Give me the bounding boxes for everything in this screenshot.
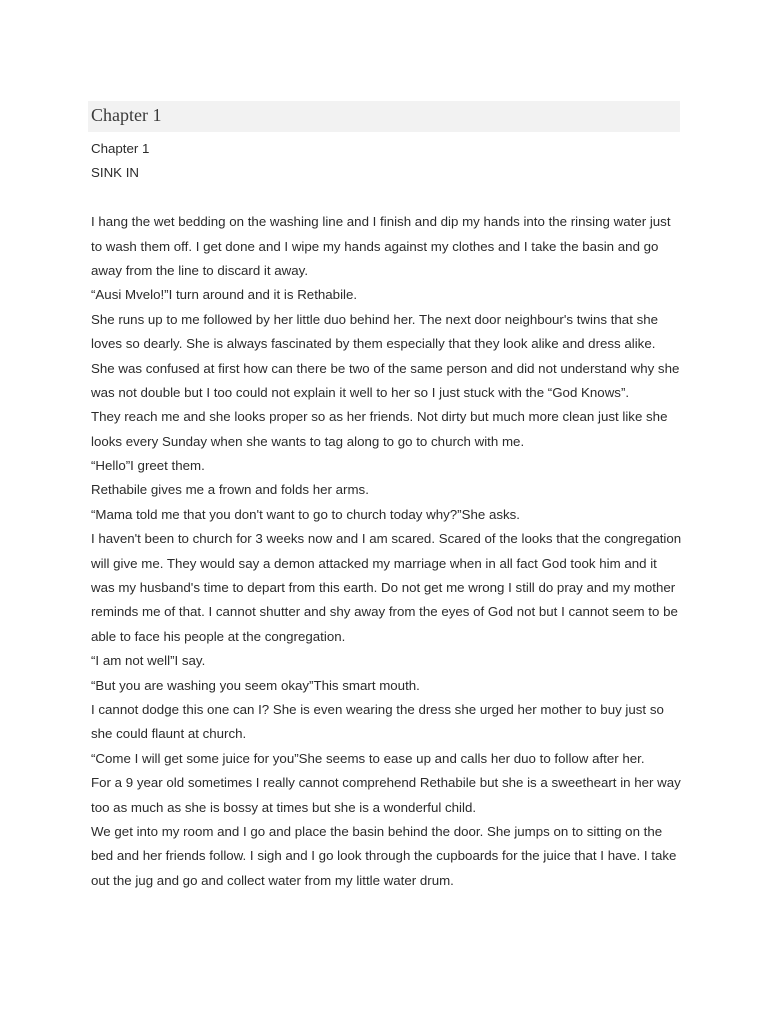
text-line: bed and her friends follow. I sigh and I go look through the cupboards for the juice that I have. I take	[91, 848, 677, 864]
text-line: away from the line to discard it away.	[91, 262, 309, 278]
chapter-subheading: Chapter 1	[91, 141, 150, 156]
text-line: “Hello”I greet them.	[91, 458, 205, 474]
text-line: was my husband's time to depart from this earth. Do not get me wrong I still do pray and my mother	[91, 580, 676, 596]
text-line: “Ausi Mvelo!”I turn around and it is Rethabile.	[91, 287, 358, 303]
paragraph-gap	[91, 186, 681, 210]
text-line: able to face his people at the congregation.	[91, 628, 346, 644]
text-line: reminds me of that. I cannot shutter and shy away from the eyes of God not but I cannot seem to be	[91, 604, 678, 620]
text-line: She was confused at first how can there be two of the same person and did not understand why she	[91, 360, 680, 376]
text-line: “Mama told me that you don't want to go to church today why?”She asks.	[91, 506, 520, 522]
chapter-body	[91, 137, 681, 893]
text-line: I cannot dodge this one can I? She is even wearing the dress she urged her mother to buy just so	[91, 701, 664, 717]
text-line: too as much as she is bossy at times but she is a wonderful child.	[91, 799, 477, 815]
text-line: We get into my room and I go and place the basin behind the door. She jumps on to sitting on the	[91, 823, 663, 839]
text-line: loves so dearly. She is always fascinated by them especially that they look alike and dress alike.	[91, 336, 656, 352]
text-line: They reach me and she looks proper so as her friends. Not dirty but much more clean just like she	[91, 409, 668, 425]
section-title: SINK IN	[91, 165, 140, 181]
text-line: will give me. They would say a demon attacked my marriage when in all fact God took him and it	[91, 555, 657, 571]
text-line: she could flaunt at church.	[91, 726, 247, 742]
text-line: to wash them off. I get done and I wipe my hands against my clothes and I take the basin and go	[91, 238, 659, 254]
text-line: “But you are washing you seem okay”This smart mouth.	[91, 677, 420, 693]
text-line: looks every Sunday when she wants to tag along to go to church with me.	[91, 433, 525, 449]
text-line: She runs up to me followed by her little duo behind her. The next door neighbour's twins that she	[91, 311, 659, 327]
text-line: “I am not well”I say.	[91, 653, 206, 669]
chapter-heading-bar	[88, 101, 680, 132]
text-line: “Come I will get some juice for you”She seems to ease up and calls her duo to follow after her.	[91, 750, 645, 766]
chapter-heading: Chapter 1	[91, 105, 162, 125]
text-line: was not double but I too could not explain it well to her so I just stuck with the “God Knows”.	[91, 384, 630, 400]
text-line: For a 9 year old sometimes I really cannot comprehend Rethabile but she is a sweetheart in her way	[91, 775, 681, 791]
text-line: out the jug and go and collect water from my little water drum.	[91, 872, 454, 888]
text-line: I hang the wet bedding on the washing line and I finish and dip my hands into the rinsing water just	[91, 214, 671, 230]
text-line: I haven't been to church for 3 weeks now and I am scared. Scared of the looks that the congregation	[91, 531, 682, 547]
text-line: Rethabile gives me a frown and folds her arms.	[91, 482, 369, 498]
